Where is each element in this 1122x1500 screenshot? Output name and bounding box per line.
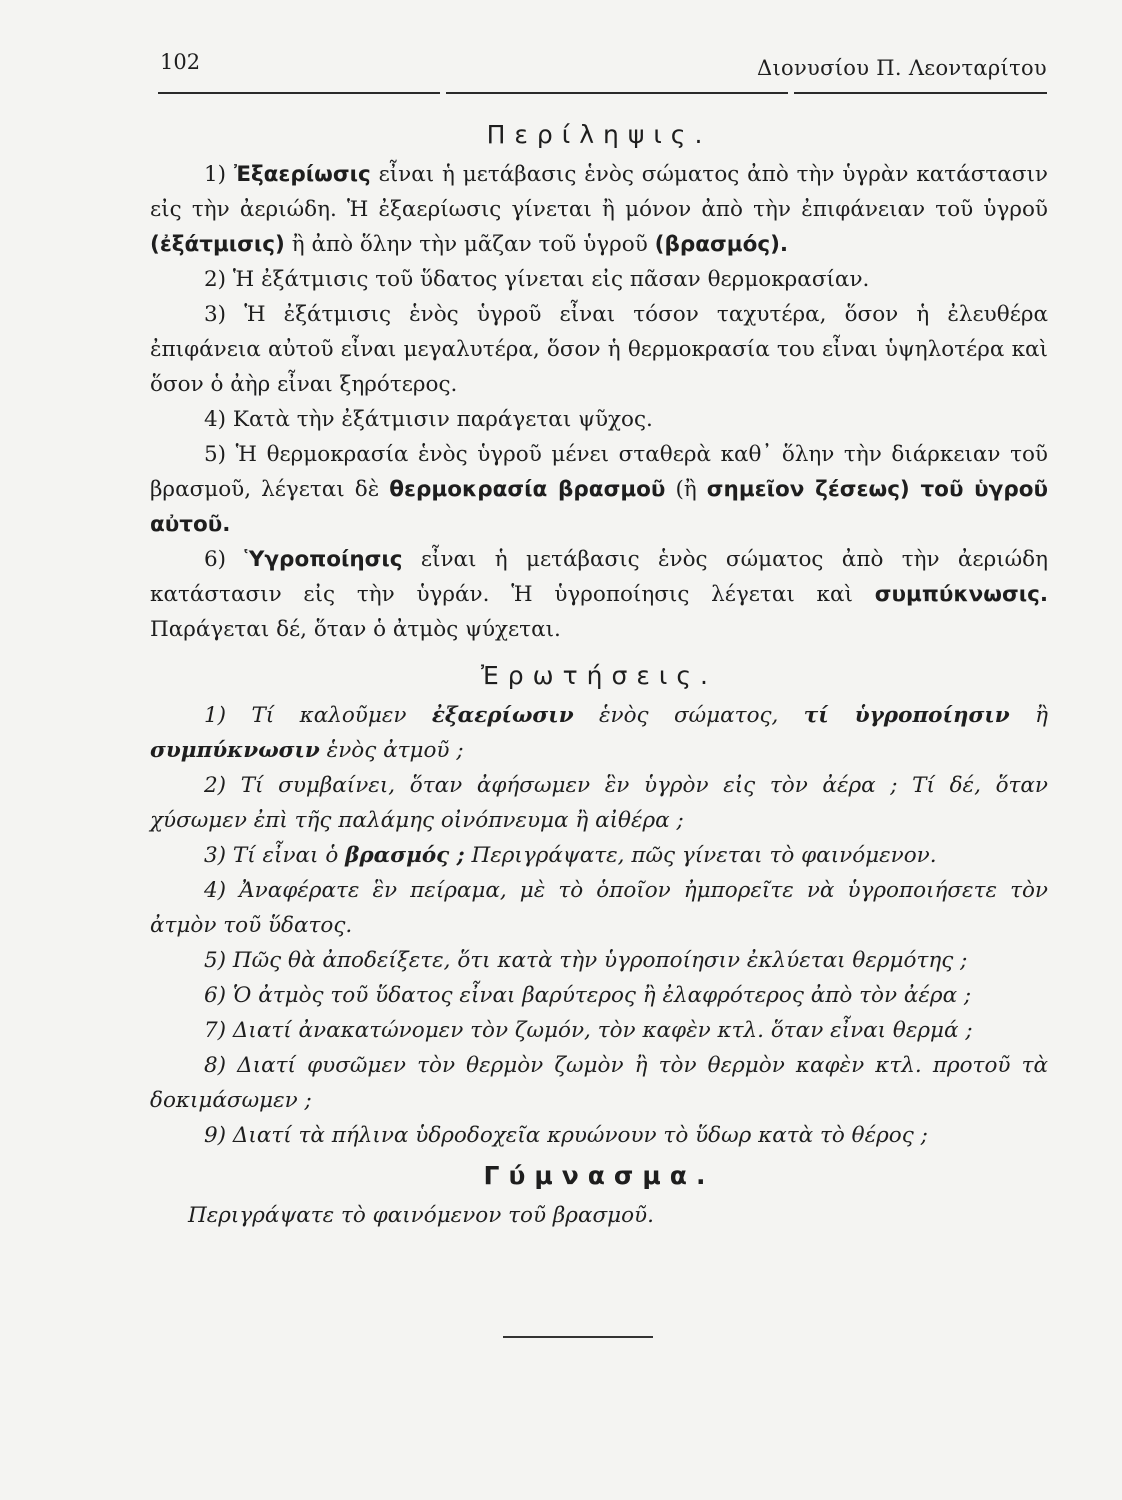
question-item: 7) Διατί ἀνακατώνομεν τὸν ζωμόν, τὸν καφὲν κτλ. ὅταν εἶναι θερμά ; <box>204 1018 973 1043</box>
question-item: 2) Τί συμβαίνει, ὅταν ἀφήσωμεν ἓν ὑγρὸν εἰς τὸν ἀέρα ; Τί δέ, ὅταν χύσωμεν ἐπὶ τῆς παλάμης οἰνόπνευμα ἢ αἰθέρα ; <box>150 773 1048 833</box>
header-rule <box>794 92 1047 94</box>
exercise-text: Περιγράψατε τὸ φαινόμενον τοῦ βρασμοῦ. <box>188 1203 654 1228</box>
summary-heading: Περίληψις. <box>486 120 712 149</box>
header-rule <box>158 92 440 94</box>
summary-paragraph-4: 4) Κατὰ τὴν ἐξάτμισιν παράγεται ψῦχος. <box>204 407 653 432</box>
summary-paragraph-6: 6) Ὑγροποίησις εἶναι ἡ μετάβασις ἑνὸς σώματος ἀπὸ τὴν ἀεριώδη κατάστασιν εἰς τὴν ὑγράν. Ἡ ὑγροποίησις λέγεται καὶ συμπύκνωσις. Παράγεται δέ, ὅταν ὁ ἀτμὸς ψύχεται. <box>150 547 1048 642</box>
header-rule <box>446 92 788 94</box>
end-rule <box>503 1336 653 1338</box>
summary-paragraph-1: 1) Ἐξαερίωσις εἶναι ἡ μετάβασις ἑνὸς σώματος ἀπὸ τὴν ὑγρὰν κατάστασιν εἰς τὴν ἀεριώδη. Ἡ ἐξαερίωσις γίνεται ἢ μόνον ἀπὸ τὴν ἐπιφάνειαν τοῦ ὑγροῦ (ἐξάτμισις) ἢ ἀπὸ ὅλην τὴν μᾶζαν τοῦ ὑγροῦ (βρασμός). <box>150 162 1048 257</box>
term: βρασμός ; <box>345 843 465 868</box>
question-item: 4) Ἀναφέρατε ἓν πείραμα, μὲ τὸ ὁποῖον ἠμπορεῖτε νὰ ὑγροποιήσετε τὸν ἀτμὸν τοῦ ὕδατος. <box>150 878 1048 938</box>
running-head: Διονυσίου Π. Λεονταρίτου <box>757 56 1047 80</box>
summary-paragraph-3: 3) Ἡ ἐξάτμισις ἑνὸς ὑγροῦ εἶναι τόσον ταχυτέρα, ὅσον ἡ ἐλευθέρα ἐπιφάνεια αὐτοῦ εἶναι μεγαλυτέρα, ὅσον ἡ θερμοκρασία του εἶναι ὑψηλοτέρα καὶ ὅσον ὁ ἀὴρ εἶναι ξηρότερος. <box>150 302 1048 397</box>
question-item: 5) Πῶς θὰ ἀποδείξετε, ὅτι κατὰ τὴν ὑγροποίησιν ἐκλύεται θερμότης ; <box>204 948 968 973</box>
page-header <box>158 50 1047 94</box>
term: Ὑγροποίησις <box>244 547 403 572</box>
term: σημεῖον ζέσεως) τοῦ ὑγροῦ αὐτοῦ. <box>150 477 1048 537</box>
term: συμπύκνωσις. <box>874 582 1048 607</box>
questions-list <box>150 698 1048 1153</box>
term: τί ὑγροποίησιν <box>803 703 1010 728</box>
page-number: 102 <box>160 50 201 74</box>
exercise <box>150 1198 1048 1233</box>
summary-paragraph-2: 2) Ἡ ἐξάτμισις τοῦ ὕδατος γίνεται εἰς πᾶσαν θερμοκρασίαν. <box>204 267 870 292</box>
question-item: 9) Διατί τὰ πήλινα ὑδροδοχεῖα κρυώνουν τὸ ὕδωρ κατὰ τὸ θέρος ; <box>204 1123 928 1148</box>
term: συμπύκνωσιν <box>150 738 320 763</box>
term: (ἐξάτμισις) <box>150 232 285 257</box>
term: ἐξαερίωσιν <box>431 703 574 728</box>
page-body <box>150 120 1048 1233</box>
question-item: 8) Διατί φυσῶμεν τὸν θερμὸν ζωμὸν ἢ τὸν θερμὸν καφὲν κτλ. προτοῦ τὰ δοκιμάσωμεν ; <box>150 1053 1048 1113</box>
question-item: 3) Τί εἶναι ὁ βρασμός ; Περιγράψατε, πῶς γίνεται τὸ φαινόμενον. <box>204 843 937 868</box>
term: θερμοκρασία βρασμοῦ <box>389 477 666 502</box>
question-item: 6) Ὁ ἀτμὸς τοῦ ὕδατος εἶναι βαρύτερος ἢ ἐλαφρότερος ἀπὸ τὸν ἀέρα ; <box>204 983 972 1008</box>
summary-paragraph-5: 5) Ἡ θερμοκρασία ἑνὸς ὑγροῦ μένει σταθερὰ καθ᾽ ὅλην τὴν διάρκειαν τοῦ βρασμοῦ, λέγεται δὲ θερμοκρασία βρασμοῦ (ἢ σημεῖον ζέσεως) τοῦ ὑγροῦ αὐτοῦ. <box>150 442 1048 537</box>
term: Ἐξαερίωσις <box>233 162 371 187</box>
question-item: 1) Τί καλοῦμεν ἐξαερίωσιν ἑνὸς σώματος, τί ὑγροποίησιν ἢ συμπύκνωσιν ἑνὸς ἀτμοῦ ; <box>150 703 1049 763</box>
exercise-heading: Γύμνασμα. <box>483 1161 715 1190</box>
questions-heading: Ἐρωτήσεις. <box>481 661 717 690</box>
term: (βρασμός). <box>654 232 789 257</box>
